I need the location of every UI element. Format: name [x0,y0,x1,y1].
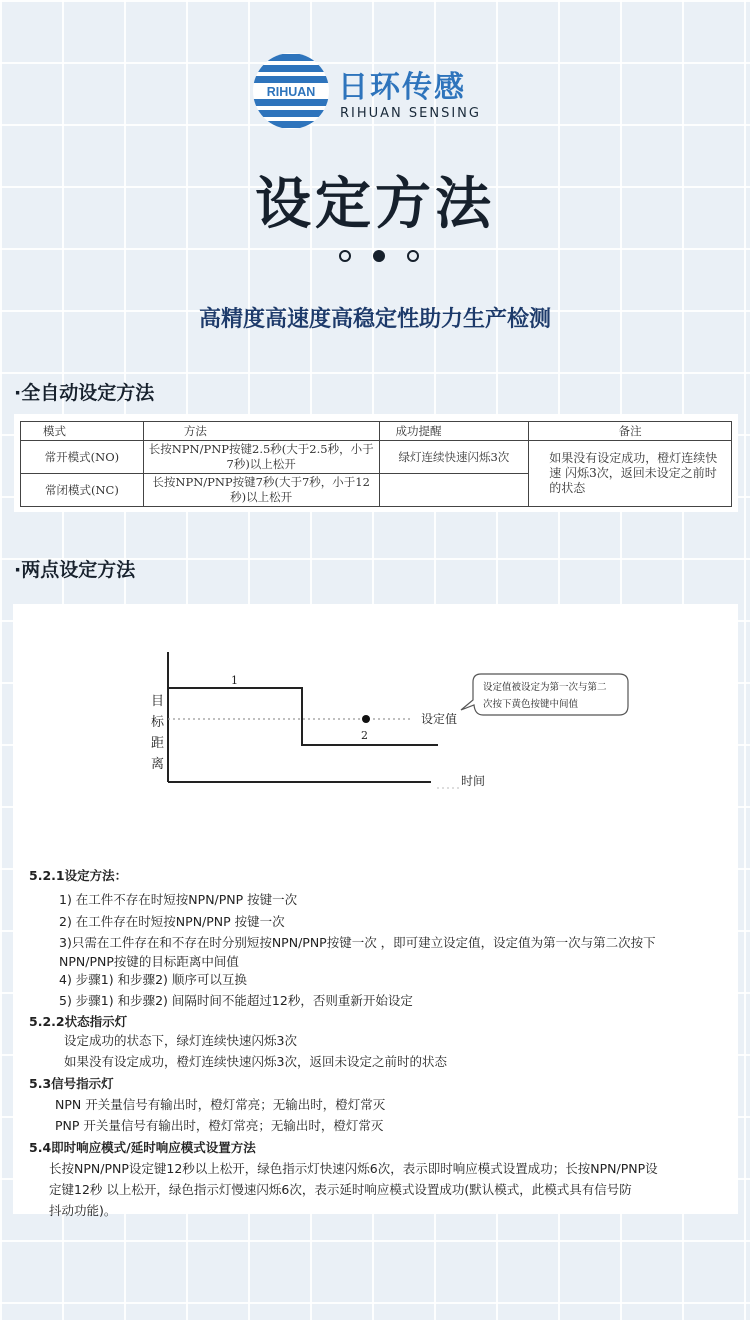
note-heading: 5.2.2状态指示灯 [29,1014,128,1029]
note-line: 定键12秒 以上松开，绿色指示灯慢速闪烁6次，表示延时响应模式设置成功(默认模式，此模式具有信号防 [49,1182,632,1197]
page-subtitle: 高精度高速度高稳定性助力生产检测 [198,307,551,332]
indicator-dot [339,250,351,262]
note-line: 长按NPN/PNP设定键12秒以上松开，绿色指示灯快速闪烁6次，表示即时响应模式设置成功；长按NPN/PNP设 [49,1161,658,1176]
table-header: 备注 [529,422,732,441]
indicator-dot [407,250,419,262]
note-line: 5) 步骤1) 和步骤2) 间隔时间不能超过12秒，否则重新开始设定 [59,993,413,1008]
page-title: 设定方法 [255,172,495,237]
section-heading-auto: ·全自动设定方法 [14,382,155,404]
setpoint-label: 设定值 [421,712,458,726]
note-line: NPN 开关量信号有输出时，橙灯常亮；无输出时，橙灯常灭 [55,1097,386,1112]
note-line: 抖动功能)。 [49,1203,117,1218]
callout-text: 次按下黄色按键中间值 [483,699,579,710]
note-heading: 5.2.1设定方法： [29,868,128,883]
auto-setting-table [20,421,732,507]
setpoint-marker [362,715,370,723]
note-line: 如果没有设定成功，橙灯连续快速闪烁3次，返回未设定之前时的状态 [64,1054,447,1069]
x-axis-label: 时间 [461,774,486,788]
note-line: 2) 在工件存在时短按NPN/PNP 按键一次 [59,914,285,929]
note-line: 设定成功的状态下，绿灯连续快速闪烁3次 [64,1033,297,1048]
table-cell-method: 长按NPN/PNP按键7秒(大于7秒，小于12秒)以上松开 [143,474,379,507]
note-line: 4) 步骤1) 和步骤2) 顺序可以互换 [59,972,247,987]
y-axis-label-char: 离 [151,757,165,772]
two-point-panel [13,604,738,1218]
step1-label: 1 [231,674,238,687]
logo-text: RIHUAN [266,85,316,99]
section-heading-two-point: ·两点设定方法 [14,559,136,581]
brand-logo [252,52,492,134]
rihuan-logo-icon [252,52,330,130]
table-cell-success [379,474,529,507]
table-header: 方法 [143,422,379,441]
table-cell-note: 如果没有设定成功，橙灯连续快速 闪烁3次，返回未设定之前时的状态 [529,441,732,507]
table-cell-mode: 常开模式(NO) [21,441,144,474]
y-axis-label-char: 距 [151,736,165,751]
table-cell-success: 绿灯连续快速闪烁3次 [379,441,529,474]
y-axis-label-char: 目 [151,694,165,709]
note-heading: 5.3信号指示灯 [29,1076,114,1091]
y-axis-label-char: 标 [151,715,165,730]
table-row [21,441,732,474]
table-header: 模式 [21,422,144,441]
table-header-row [21,422,732,441]
brand-name-en: RIHUAN SENSING [340,106,481,121]
brand-name-cn: 日环传感 [338,70,466,105]
callout-text: 设定值被设定为第一次与第二 [483,682,607,693]
note-line: 1) 在工件不存在时短按NPN/PNP 按键一次 [59,892,298,907]
auto-setting-table-panel [14,414,738,512]
table-cell-mode: 常闭模式(NC) [21,474,144,507]
note-line: PNP 开关量信号有输出时，橙灯常亮；无输出时，橙灯常灭 [55,1118,384,1133]
note-line: NPN/PNP按键的目标距离中间值 [59,954,239,969]
page-indicator [335,248,425,264]
note-line: 3)只需在工件存在和不存在时分别短按NPN/PNP按键一次 ，即可建立设定值，设定值为第一次与第二次按下 [59,935,656,950]
step2-label: 2 [361,729,368,742]
table-cell-method: 长按NPN/PNP按键2.5秒(大于2.5秒，小于7秒)以上松开 [143,441,379,474]
indicator-dot-active [373,250,385,262]
distance-step-line [168,688,438,745]
note-heading: 5.4即时响应模式/延时响应模式设置方法 [29,1140,256,1155]
two-point-diagram [13,604,738,844]
table-header: 成功提醒 [379,422,529,441]
